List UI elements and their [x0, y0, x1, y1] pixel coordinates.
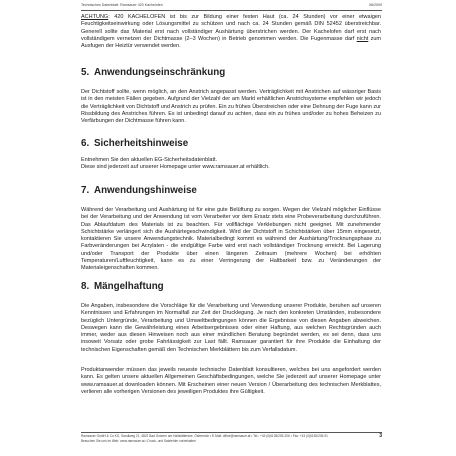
section-5-paragraph: Der Dichtstoff sollte, wenn möglich, an den Anstrich angepasst werden. Verträglichkeit mit Anstrichen auf wässriger Basis ist in den meisten Fällen gegeben. Aufgrund der Vielzahl der am Markt erhältlichen Anstrichsysteme empfehlen wir jedoch die Verträglichkeit von Dichtstoff und Anstrich zu prüfen. Ein zu frühes Überstreichen oder eine Dehnung der Fuge kann zur Rissbildung des Anstriches führen. Es ist unbedingt darauf zu achten, dass ein zu frühes und/oder zu hohes Beheizen zu Verfärbungen der Dichtmasse führen kann. — [81, 89, 381, 124]
section-8-number: 8. — [81, 281, 90, 292]
section-6-number: 6. — [81, 138, 90, 149]
section-7-heading — [81, 185, 381, 197]
intro-text-b: zum Ausfugen der Heiztür verwendet werden. — [81, 35, 381, 49]
section-5-number: 5. — [81, 67, 90, 78]
page-header — [81, 3, 382, 11]
intro-paragraph — [81, 14, 381, 50]
section-5-title: Anwendungseinschränkung — [94, 67, 226, 78]
section-7-paragraph: Während der Verarbeitung und Aushärtung ist für eine gute Belüftung zu sorgen. Wegen der Vielzahl möglicher Einflüsse bei der Verarbeitung und der Anwendung ist vom Verarbeiter vor dem Ersatz stets eine Probeverarbeitung durchzuführen. Das Ablaufdatum des Materials ist zu beachten. Für vollflächige Verklebungen nicht geeignet. Mit zunehmender Schichtstärke verlängert sich die Aushärtegeschwindigkeit. Wird der Dichtstoff in Schichtstärken über 15mm eingesetzt, kontaktieren Sie unsere Anwendungstechnik. Materialbedingt kommt es während der Aushärtung/Trocknungsphase zu Farbveränderungen bei Acrylaten - die endgültige Farbe wird erst nach vollständiger Trocknung erreicht. Bei Lagerung und/oder Transport der Produkte über einen längeren Zeitraum (mehrere Wochen) bei erhöhten Temperaturen/Luftfeuchtigkeit, kann es zu einer Verringerung der Haltbarkeit bzw. zu Veränderungen der Materialeigenschaften kommen. — [81, 207, 381, 271]
footer-company-line: Ramsauer GmbH & Co KG, Sandlweg 21, 4822 Bad Goisern am Hallstättersee, Österreich • E-Mail: office@ramsauer.at • Tel.: +43 (0)6135/205-206 • Fax: +43 (0)6135/205-91 — [81, 434, 328, 438]
intro-block — [81, 14, 381, 50]
footer-web-line: Besuchen Sie uns im Web: www.ramsauer.at • Druck- und Satzfehler vorbehalten — [81, 438, 196, 443]
section-8-body-2 — [81, 367, 381, 396]
header-rule — [81, 10, 382, 11]
section-7-number: 7. — [81, 185, 90, 196]
header-title: Technisches Datenblatt: Ramsauer 420 Kachelofen — [81, 3, 163, 7]
section-5-body — [81, 89, 381, 125]
footer-rule — [81, 432, 382, 433]
section-6-body — [81, 157, 381, 172]
caution-word: ACHTUNG — [81, 14, 109, 20]
section-8-title: Mängelhaftung — [94, 281, 164, 292]
section-8-body-1 — [81, 303, 381, 354]
section-6-line-2: Diese sind jederzeit auf unserer Homepage unter www.ramsauer.at erhältlich. — [81, 164, 270, 171]
page-number: 3 — [379, 433, 382, 439]
section-6-line-1: Entnehmen Sie den aktuellen EG-Sicherheitsdatenblatt. — [81, 157, 218, 163]
section-8-heading — [81, 281, 381, 293]
section-8-paragraph-2: Produktanwender müssen das jeweils neueste technische Datenblatt konsultieren, welches bei uns angefordert werden kann. Es gelten unsere aktuellen Allgemeinen Geschäftsbedingungen, welche Sie jederzeit auf unserer Homepage unter www.ramsauer.at downloaden können. Mit Erscheinen einer neuen Version / Überarbeitung des technischen Merkblattes, verlieren alle vorherigen Versionen des jeweiligen Produktes ihre Gültigkeit. — [81, 367, 381, 395]
section-7-title: Anwendungshinweise — [94, 185, 197, 196]
section-5-heading — [81, 67, 381, 79]
page-footer — [81, 434, 382, 446]
header-date: 06/2009 — [369, 3, 382, 7]
section-7-body — [81, 207, 381, 272]
section-8-paragraph-1: Die Angaben, insbesondere die Vorschläge für die Verarbeitung und Verwendung unserer Produkte, beruhen auf unseren Kenntnissen und Erfahrungen im Normalfall zur Zeit der Drucklegung. Je nach den konkreten Umständen, insbesondere bezüglich Untergründe, Verarbeitung und Umweltbedingungen können die Ergebnisse von diesen Angaben abweichen. Deswegen kann die Gewährleistung eines Arbeitsergebnisses oder einer Haftung, aus welchen Rechtsgründen auch immer, weder aus diesen Hinweisen noch aus einer mündlichen Beratung begründet werden, es sei denn, dass uns insoweit Vorsatz oder grobe Fahrlässigkeit zur Last fällt. Ramsauer garantiert für ihre Produkte die Einhaltung der technischen Eigenschaften gemäß den Technischen Merkblättern bis zum Verfallsdatum. — [81, 303, 381, 353]
section-6-heading — [81, 138, 381, 150]
section-6-title: Sicherheitshinweise — [94, 138, 189, 149]
intro-text-a: : 420 KACHELOFEN ist bis zur Bildung einer festen Haut (ca. 24 Stunden) vor einer etwaigen Feuchtigkeitseinwirkung oder Lösungsmittel zu schützen und nach ca. 24 Stunden gemäß DIN 52452 überstreichbar. Generell sollte das Material erst nach vollständiger Aushärtung überstrichen werden. Der Kachelofen darf erst nach vollständigem vernetzen der Dichtmasse (2–3 Wochen) in Betrieb genommen werden. Die Fugenmasse darf — [81, 14, 381, 42]
not-word: nicht — [356, 35, 369, 42]
